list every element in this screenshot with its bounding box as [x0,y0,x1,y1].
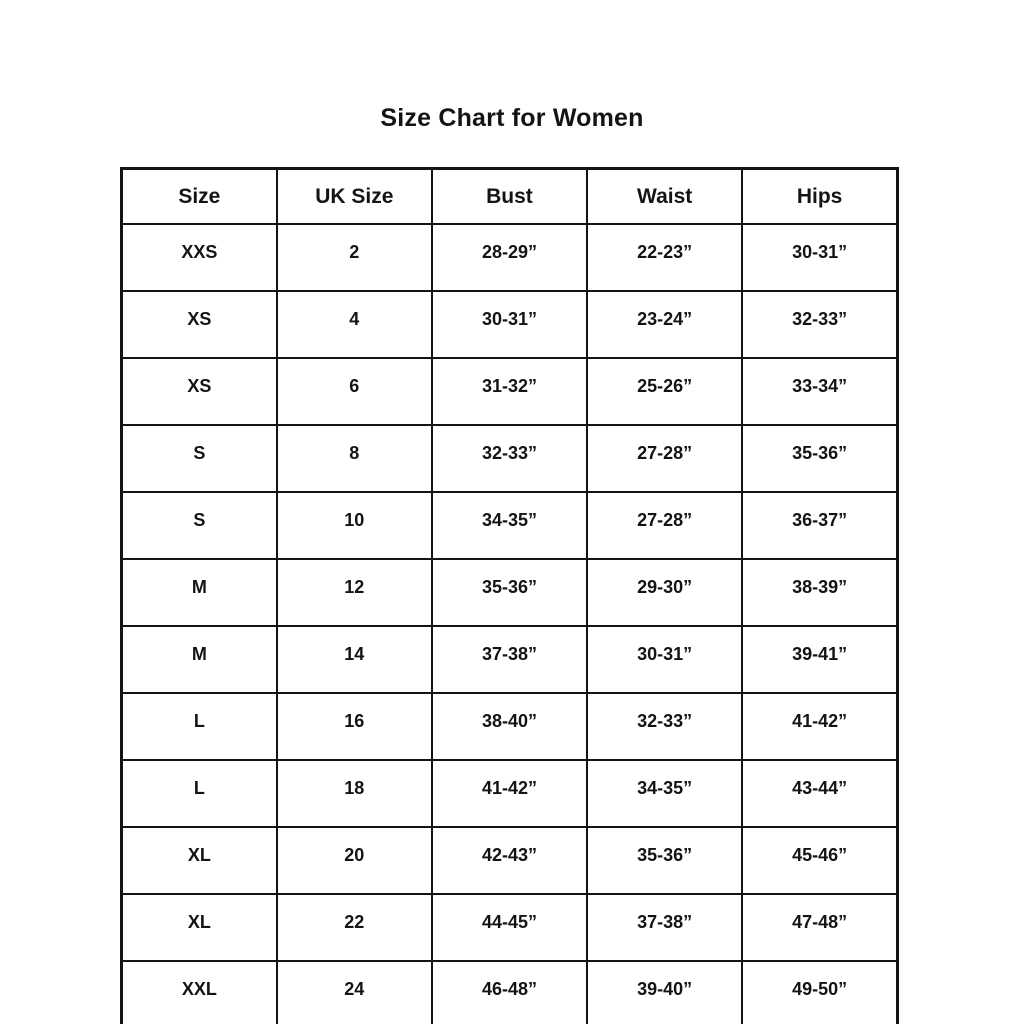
table-cell: 32-33” [587,693,742,760]
table-cell: 37-38” [432,626,587,693]
table-cell: 35-36” [587,827,742,894]
table-cell: 22-23” [587,224,742,291]
table-cell: XL [122,827,277,894]
table-row [122,894,898,961]
table-cell: 31-32” [432,358,587,425]
column-header-uk-size: UK Size [277,169,432,225]
table-cell: S [122,492,277,559]
table-cell: 22 [277,894,432,961]
table-row [122,358,898,425]
table-row [122,626,898,693]
table-cell: 45-46” [742,827,897,894]
table-cell: 33-34” [742,358,897,425]
table-cell: 16 [277,693,432,760]
column-header-hips: Hips [742,169,897,225]
table-row [122,492,898,559]
table-cell: 4 [277,291,432,358]
table-cell: L [122,693,277,760]
table-cell: 34-35” [587,760,742,827]
table-cell: XXS [122,224,277,291]
table-cell: 18 [277,760,432,827]
table-row [122,827,898,894]
table-cell: 38-40” [432,693,587,760]
table-cell: 32-33” [432,425,587,492]
table-cell: 43-44” [742,760,897,827]
table-cell: 42-43” [432,827,587,894]
table-row [122,559,898,626]
table-cell: 28-29” [432,224,587,291]
table-cell: 32-33” [742,291,897,358]
column-header-bust: Bust [432,169,587,225]
table-cell: 23-24” [587,291,742,358]
table-cell: 41-42” [742,693,897,760]
table-cell: 6 [277,358,432,425]
size-table [120,167,899,1024]
table-cell: 20 [277,827,432,894]
table-cell: XS [122,358,277,425]
table-cell: 29-30” [587,559,742,626]
table-cell: 34-35” [432,492,587,559]
table-cell: 2 [277,224,432,291]
column-header-waist: Waist [587,169,742,225]
table-cell: 27-28” [587,425,742,492]
table-cell: 25-26” [587,358,742,425]
table-cell: 39-40” [587,961,742,1024]
table-row [122,693,898,760]
table-row [122,961,898,1024]
table-cell: 27-28” [587,492,742,559]
table-cell: XXL [122,961,277,1024]
table-cell: 49-50” [742,961,897,1024]
table-cell: M [122,559,277,626]
table-cell: 46-48” [432,961,587,1024]
table-cell: 41-42” [432,760,587,827]
table-cell: 30-31” [432,291,587,358]
table-cell: XL [122,894,277,961]
table-cell: 30-31” [742,224,897,291]
header-row [122,169,898,225]
table-cell: 30-31” [587,626,742,693]
column-header-size: Size [122,169,277,225]
table-row [122,760,898,827]
table-cell: 39-41” [742,626,897,693]
page-title: Size Chart for Women [380,104,644,132]
table-cell: 12 [277,559,432,626]
table-row [122,291,898,358]
table-cell: 10 [277,492,432,559]
table-cell: L [122,760,277,827]
size-table-header [122,169,898,225]
table-cell: 38-39” [742,559,897,626]
table-cell: 37-38” [587,894,742,961]
table-cell: 8 [277,425,432,492]
size-table-body [122,224,898,1024]
table-cell: 44-45” [432,894,587,961]
table-cell: 14 [277,626,432,693]
table-cell: 47-48” [742,894,897,961]
table-cell: 24 [277,961,432,1024]
table-cell: XS [122,291,277,358]
table-cell: 35-36” [432,559,587,626]
table-row [122,425,898,492]
table-row [122,224,898,291]
table-cell: 36-37” [742,492,897,559]
table-cell: M [122,626,277,693]
table-cell: S [122,425,277,492]
table-cell: 35-36” [742,425,897,492]
